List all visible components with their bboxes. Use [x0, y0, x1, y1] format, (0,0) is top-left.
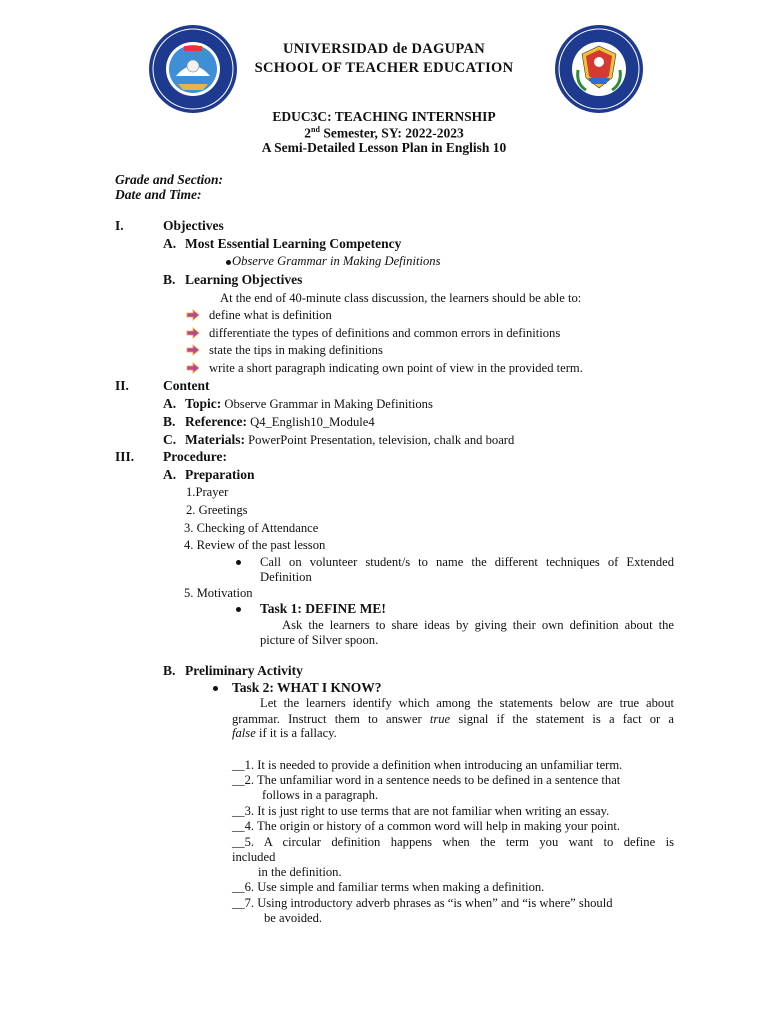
- statement-3: __3. It is just right to use terms that are not familiar when writing an essay.: [232, 804, 610, 818]
- objective-item: write a short paragraph indicating own point of view in the provided term.: [209, 361, 583, 375]
- review-bullet-line-1: Call on volunteer student/s to name the different techniques of Extended: [260, 555, 674, 569]
- preparation-item: 2. Greetings: [186, 503, 248, 517]
- review-bullet-line-2: Definition: [260, 570, 312, 584]
- task-1-title: Task 1: DEFINE ME!: [260, 601, 386, 616]
- section-1-title: Objectives: [163, 218, 224, 233]
- statement-6: __6. Use simple and familiar terms when making a definition.: [232, 880, 545, 894]
- statement-1: __1. It is needed to provide a definition when introducing an unfamiliar term.: [232, 758, 623, 772]
- task-2-title: Task 2: WHAT I KNOW?: [232, 680, 382, 695]
- objective-item: differentiate the types of definitions and common errors in definitions: [209, 326, 561, 340]
- statement-7: __7. Using introductory adverb phrases as “is when” and “is where” should: [232, 896, 613, 910]
- course-title: EDUC3C: TEACHING INTERNSHIP: [272, 109, 496, 124]
- materials-label: C.: [163, 432, 177, 447]
- task-2-line-2: grammar. Instruct them to answer true signal if the statement is a fact or a: [232, 712, 675, 726]
- section-3-number: III.: [115, 449, 135, 464]
- statement-5: __5. A circular definition happens when the term you want to define is: [232, 835, 674, 849]
- preparation-label: A.: [163, 467, 177, 482]
- bullet-dot-icon: [213, 686, 218, 691]
- reference-label: B.: [163, 414, 176, 429]
- preliminary-activity-label: B.: [163, 663, 176, 678]
- statement-5-cont: included: [232, 850, 276, 864]
- objective-item: state the tips in making definitions: [209, 343, 383, 357]
- arrow-bullet-icon: [186, 362, 200, 374]
- statement-7-cont: be avoided.: [264, 911, 323, 925]
- task-1-line-2: picture of Silver spoon.: [260, 633, 379, 647]
- preliminary-activity-title: Preliminary Activity: [185, 663, 303, 678]
- date-time-label: Date and Time:: [115, 187, 202, 202]
- reference-line: Reference: Q4_English10_Module4: [185, 414, 375, 429]
- section-2-number: II.: [115, 378, 129, 393]
- learning-objectives-label: B.: [163, 272, 176, 287]
- section-3-title: Procedure:: [163, 449, 227, 464]
- statement-5-cont-2: in the definition.: [258, 865, 342, 879]
- melc-title: Most Essential Learning Competency: [185, 236, 402, 251]
- melc-label: A.: [163, 236, 177, 251]
- topic-label: A.: [163, 396, 177, 411]
- lesson-plan-title: A Semi-Detailed Lesson Plan in English 10: [261, 140, 507, 155]
- bullet-dot-icon: [236, 560, 241, 565]
- arrow-bullet-icon: [186, 309, 200, 321]
- preparation-item: 4. Review of the past lesson: [184, 538, 326, 552]
- arrow-bullet-icon: [186, 327, 200, 339]
- task-2-line-3: false if it is a fallacy.: [232, 726, 337, 740]
- objective-item: define what is definition: [209, 308, 332, 322]
- arrow-bullet-icon: [186, 344, 200, 356]
- preparation-item: 3. Checking of Attendance: [184, 521, 319, 535]
- learning-objectives-title: Learning Objectives: [185, 272, 303, 287]
- melc-item: Observe Grammar in Making Definitions: [232, 254, 441, 268]
- grade-section-label: Grade and Section:: [115, 172, 223, 187]
- university-name: UNIVERSIDAD de DAGUPAN: [282, 41, 486, 57]
- bullet-dot-icon: [226, 260, 231, 265]
- topic-line: Topic: Observe Grammar in Making Definitions: [185, 396, 433, 411]
- statement-4: __4. The origin or history of a common word will help in making your point.: [232, 819, 621, 833]
- motivation-label: 5. Motivation: [184, 586, 253, 600]
- materials-line: Materials: PowerPoint Presentation, television, chalk and board: [185, 432, 515, 447]
- statement-2-cont: follows in a paragraph.: [262, 788, 379, 802]
- preparation-title: Preparation: [185, 467, 255, 482]
- school-name: SCHOOL OF TEACHER EDUCATION: [254, 60, 514, 76]
- statement-2: __2. The unfamiliar word in a sentence needs to be defined in a sentence that: [232, 773, 621, 787]
- semester-line: 2nd Semester, SY: 2022-2023: [304, 125, 464, 141]
- task-1-line-1: Ask the learners to share ideas by giving their own definition about the: [282, 618, 674, 632]
- section-2-title: Content: [163, 378, 210, 393]
- preparation-item: 1.Prayer: [186, 485, 229, 499]
- section-1-number: I.: [115, 218, 124, 233]
- bullet-dot-icon: [236, 607, 241, 612]
- learning-objectives-intro: At the end of 40-minute class discussion, the learners should be able to:: [220, 291, 582, 305]
- task-2-line-1: Let the learners identify which among the statements below are true about: [260, 696, 674, 710]
